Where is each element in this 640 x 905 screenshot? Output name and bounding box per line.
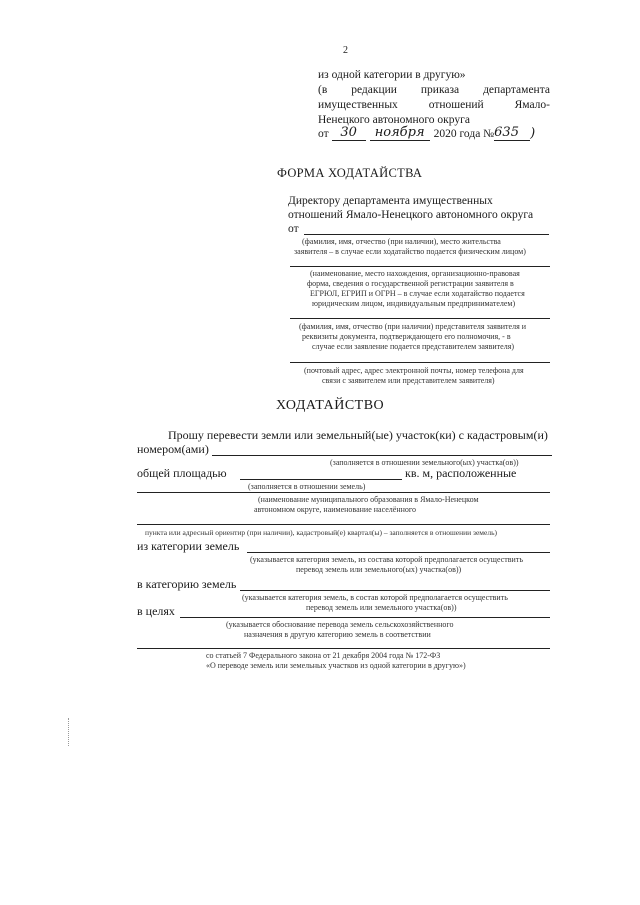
addressee-line-2: отношений Ямало-Ненецкого автономного округа [288, 209, 534, 221]
page-number: 2 [343, 45, 348, 56]
hint-applicant-name-1: (фамилия, имя, отчество (при наличии), место жительства [302, 237, 501, 246]
contacts-line [290, 362, 550, 363]
hint-applicant-org-3: ЕГРЮЛ, ЕГРИП и ОГРН – в случае если ходатайство подается [310, 289, 525, 298]
hint-purpose-2: назначения в другую категорию земель в соответствии [244, 630, 431, 639]
hint-law-1: со статьей 7 Федерального закона от 21 декабря 2004 года № 172-ФЗ [206, 651, 441, 660]
form-title: ФОРМА ХОДАТАЙСТВА [277, 166, 423, 180]
hint-area: (заполняется в отношении земель) [248, 482, 366, 491]
body-para1-line1: Прошу перевести земли или земельный(ые) участок(ки) с кадастровым(и) [168, 428, 548, 442]
header-line-4: Ненецкого автономного округа [318, 114, 470, 126]
header-word: Ямало- [514, 99, 550, 111]
hint-representative-3: случае если заявление подается представителем заявителя) [312, 342, 515, 351]
from-category-line [247, 552, 550, 553]
hint-point: пункта или адресный ориентир (при наличии), кадастровый(е) квартал(ы) – заполняется в отношении земель) [145, 528, 498, 537]
hint-from-category-2: перевод земель или земельного(ых) участка(ов)) [296, 565, 462, 574]
to-category-label: в категорию земель [137, 577, 237, 591]
applicant-org-line [290, 266, 550, 267]
hint-law-2: «О переводе земель или земельных участков из одной категории в другую») [206, 661, 466, 670]
header-word: редакции [351, 84, 397, 96]
area-unit: кв. м, расположенные [405, 466, 517, 480]
header-word: департамента [483, 84, 550, 96]
to-category-line [240, 590, 550, 591]
header-word: (в [318, 84, 328, 96]
purpose-continuation-line [137, 648, 550, 649]
header-word: имущественных [318, 99, 398, 111]
hint-representative-1: (фамилия, имя, отчество (при наличии) представителя заявителя и [299, 322, 527, 331]
date-prefix: от [318, 128, 329, 140]
applicant-name-line [304, 234, 549, 235]
area-label: общей площадью [137, 466, 227, 480]
address-point-line [137, 524, 550, 525]
hint-to-category-1: (указывается категория земель, в состав которой предполагается осуществить [242, 593, 508, 602]
representative-line [290, 318, 550, 319]
date-suffix: ) [530, 126, 536, 141]
from-label: от [288, 223, 299, 235]
hint-applicant-org-1: (наименование, место нахождения, организационно-правовая [310, 269, 520, 278]
addressee-line-1: Директору департамента имущественных [288, 195, 493, 207]
hint-applicant-org-2: форма, сведения о государственной регистрации заявителя в [307, 279, 514, 288]
header-word: приказа [420, 84, 460, 96]
header-line-1: из одной категории в другую» [318, 69, 466, 81]
hint-contacts-1: (почтовый адрес, адрес электронной почты, номер телефона для [304, 366, 524, 375]
hint-cadastral: (заполняется в отношении земельного(ых) участка(ов)) [330, 458, 519, 467]
hint-applicant-org-4: юридическим лицом, индивидуальным предпринимателем) [312, 299, 516, 308]
hint-contacts-2: связи с заявителем или представителем заявителя) [322, 376, 495, 385]
hint-to-category-2: перевод земель или земельного участка(ов)) [306, 603, 457, 612]
area-line [240, 479, 402, 480]
hint-municipal-2: автономном округе, наименование населённого [254, 505, 416, 514]
hint-representative-2: реквизиты документа, подтверждающего его полномочия, - в [302, 332, 511, 341]
header-line-2 [318, 83, 550, 97]
date-month: ноября [370, 126, 430, 141]
hint-applicant-name-2: заявителя – в случае если ходатайство подается физическим лицом) [294, 247, 526, 256]
petition-title: ХОДАТАЙСТВО [276, 398, 385, 413]
body-para1-line2: номером(ами) [137, 442, 209, 456]
date-year-text: 2020 года № [433, 128, 495, 140]
hint-purpose-1: (указывается обоснование перевода земель сельскохозяйственного [226, 620, 454, 629]
order-number: 635 [494, 126, 530, 141]
purpose-label: в целях [137, 604, 175, 618]
date-day: 30 [332, 126, 366, 141]
municipal-line [137, 492, 550, 493]
header-word: отношений [428, 99, 484, 111]
purpose-line [180, 617, 550, 618]
hint-municipal-1: (наименование муниципального образования в Ямало-Ненецком [258, 495, 479, 504]
header-date-line [318, 126, 535, 141]
cadastral-number-line [212, 455, 552, 456]
header-line-3 [318, 98, 550, 112]
from-category-label: из категории земель [137, 539, 240, 553]
binding-marks [68, 718, 71, 746]
hint-from-category-1: (указывается категория земель, из состава которой предполагается осуществить [250, 555, 523, 564]
